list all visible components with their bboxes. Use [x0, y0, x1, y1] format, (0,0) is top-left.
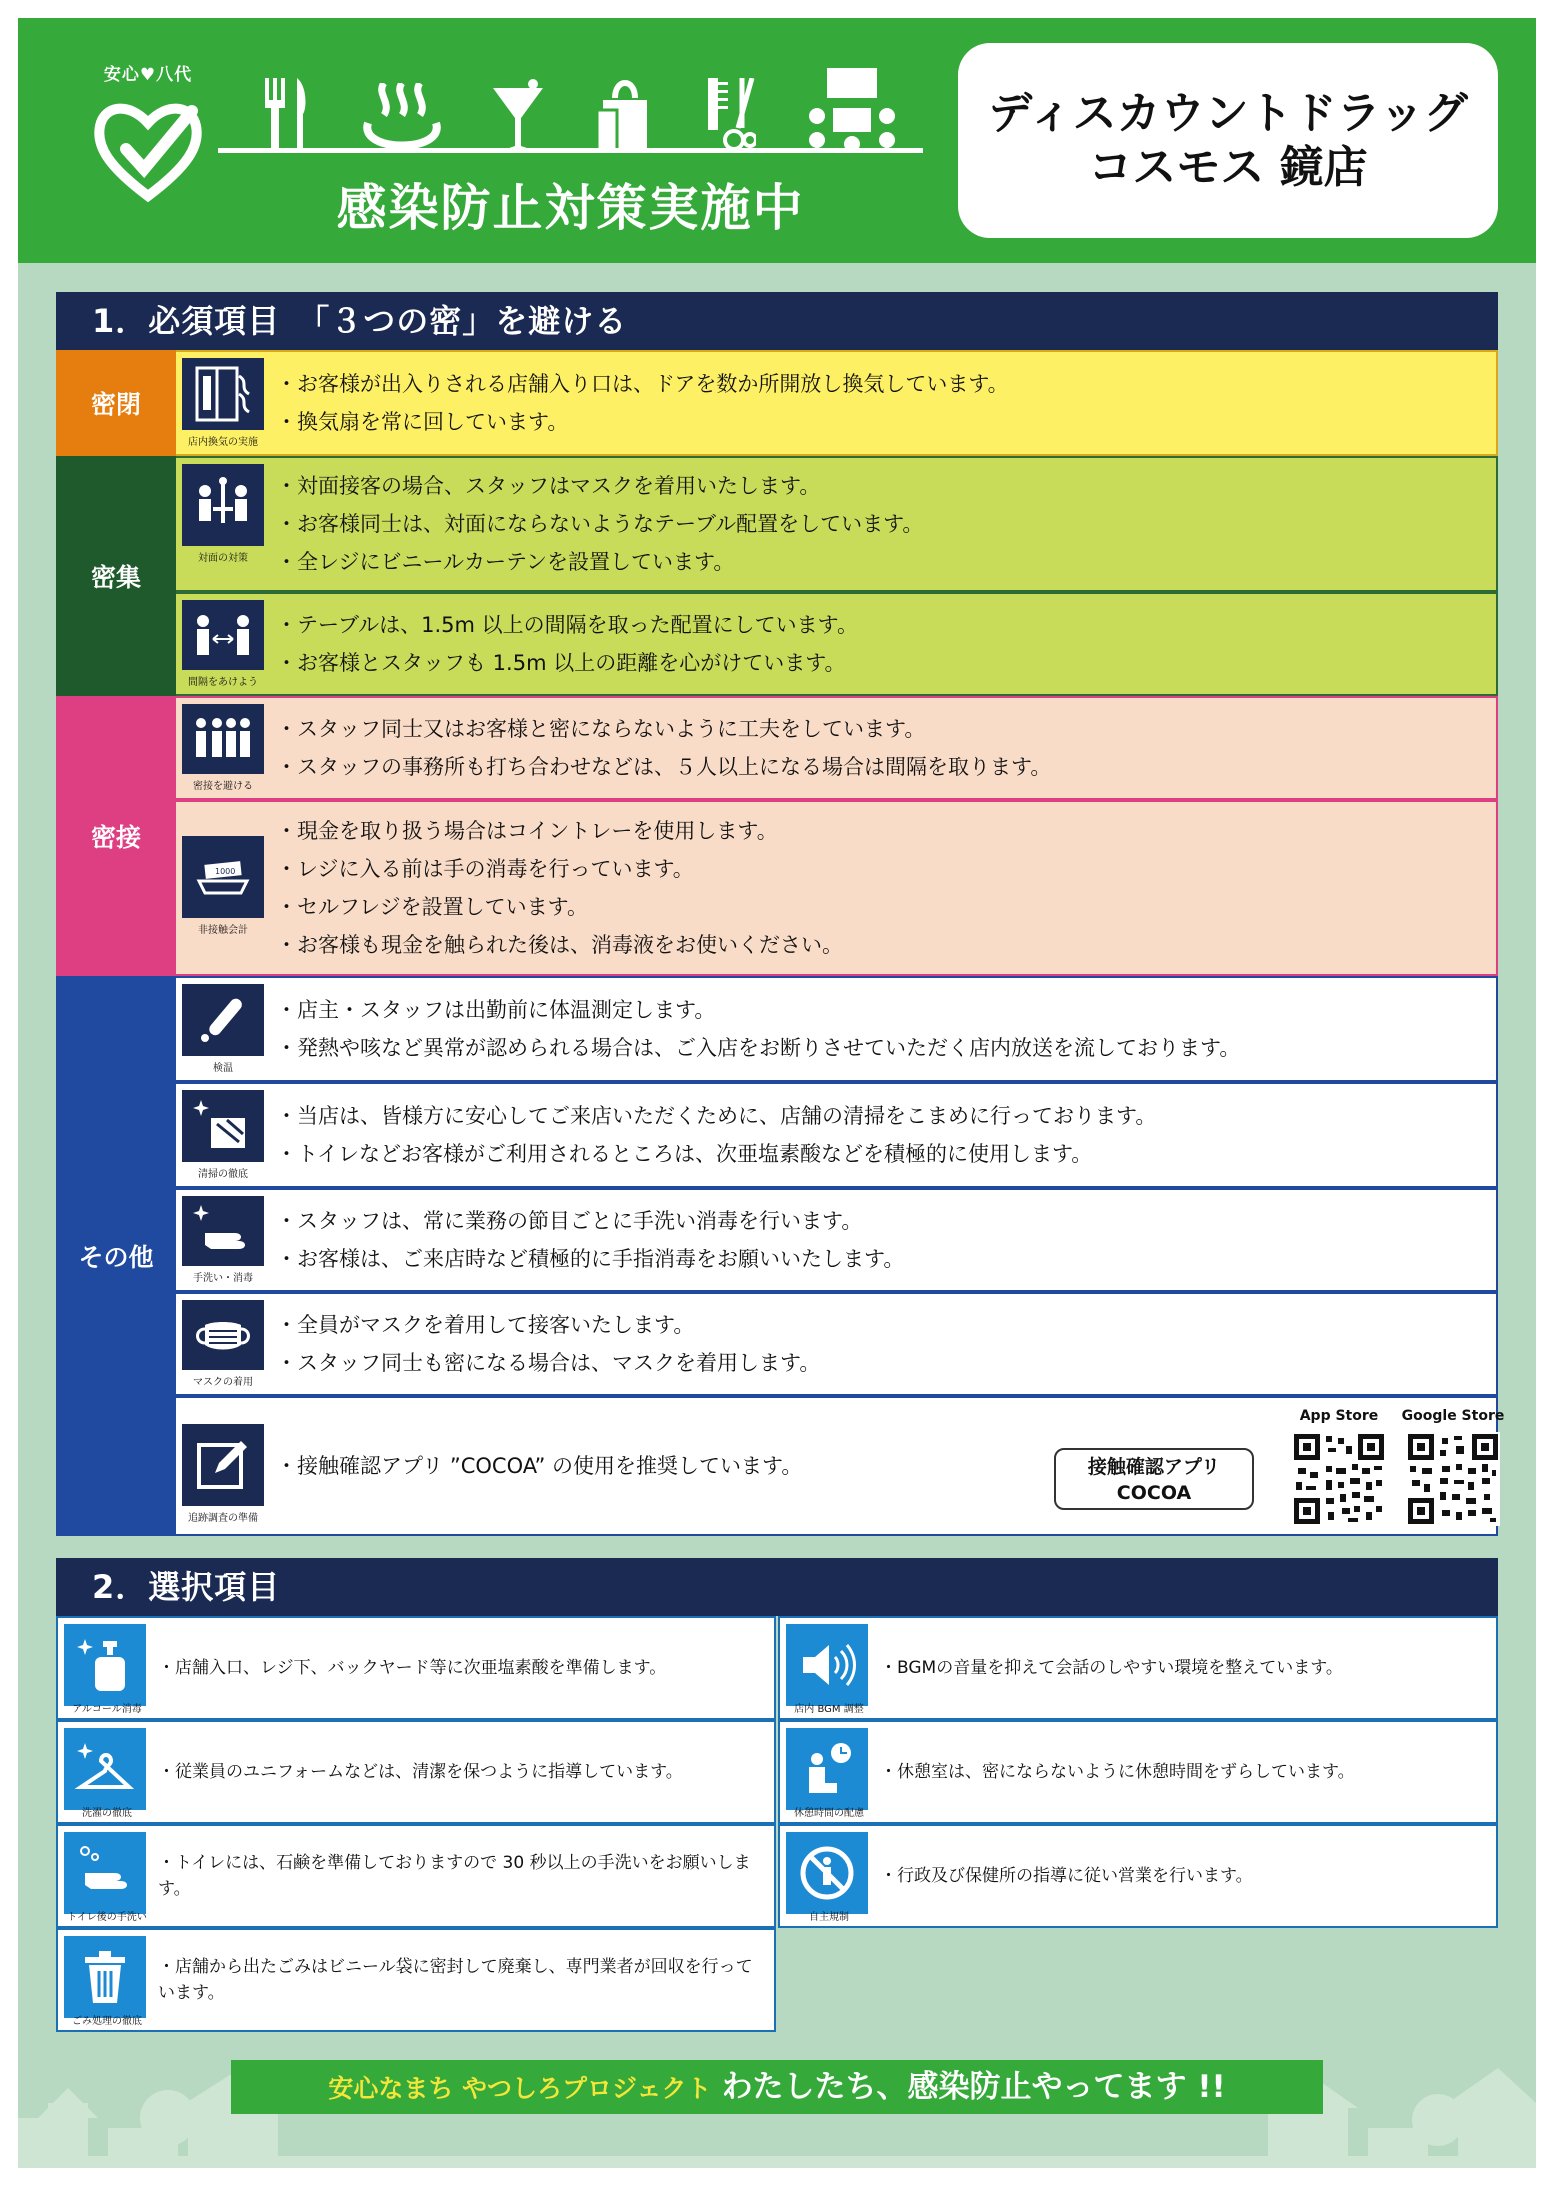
hot-spring-icon [362, 83, 442, 153]
self-restraint-icon [786, 1832, 868, 1914]
measure-text: ・テーブルは、1.5m 以上の間隔を取った配置にしています。 [276, 613, 858, 637]
heart-check-icon [88, 91, 208, 211]
measure-text: ・お客様同士は、対面にならないようなテーブル配置をしています。 [276, 512, 924, 536]
measure-row: 店内換気の実施 ・お客様が出入りされる店舗入り口は、ドアを数か所開放し換気しています。 ・換気扇を常に回しています。 [176, 350, 1498, 456]
category-label: 密接 [56, 696, 176, 976]
group-missetsu [56, 696, 1498, 976]
speaker-icon [786, 1624, 868, 1706]
cocoa-app-button[interactable]: 接触確認アプリ COCOA [1054, 1448, 1254, 1510]
measure-text: ・トイレなどお客様がご利用されるところは、次亜塩素酸などを積極的に使用します。 [276, 1142, 1093, 1166]
measure-row: 手洗い・消毒 ・スタッフは、常に業務の節目ごとに手洗い消毒を行います。 ・お客様は、ご来店時など積極的に手指消毒をお願いいたします。 [176, 1188, 1498, 1292]
face-to-face-icon [182, 464, 264, 546]
measure-text: ・全員がマスクを着用して接客いたします。 [276, 1313, 695, 1337]
shopping-bag-icon [595, 78, 655, 153]
category-label: その他 [56, 976, 176, 1536]
anshin-yatsushiro-logo [73, 60, 223, 230]
option-item: アルコール消毒 ・店舗入口、レジ下、バックヤード等に次亜塩素酸を準備します。 [56, 1616, 776, 1720]
measure-row: 検温 ・店主・スタッフは出勤前に体温測定します。 ・発熱や咳など異常が認められる場合は、ご入店をお断りさせていただく店内放送を流しております。 [176, 976, 1498, 1082]
coin-tray-icon [182, 836, 264, 918]
pen-edit-icon [182, 1424, 264, 1506]
measure-text: ・当店は、皆様方に安心してご来店いただくために、店舗の清掃をこまめに行っております。 [276, 1104, 1157, 1128]
measure-text: ・お客様が出入りされる店舗入り口は、ドアを数か所開放し換気しています。 [276, 372, 1009, 396]
option-item: トイレ後の手洗い ・トイレには、石鹸を準備しておりますので 30 秒以上の手洗いをお願いします。 [56, 1824, 776, 1928]
facility-pictograms [233, 58, 923, 153]
group-sonota [56, 976, 1505, 1536]
measure-text: ・お客様も現金を触られた後は、消毒液をお使いください。 [276, 933, 843, 957]
trash-bin-icon [64, 1936, 146, 2018]
thermometer-icon [182, 984, 264, 1056]
measure-text: ・お客様は、ご来店時など積極的に手指消毒をお願いいたします。 [276, 1247, 905, 1271]
option-item: 洗濯の徹底 ・従業員のユニフォームなどは、清潔を保つように指導しています。 [56, 1720, 776, 1824]
header-banner [18, 18, 1536, 263]
measure-text: ・現金を取り扱う場合はコイントレーを使用します。 [276, 819, 778, 843]
measure-row: 対面の対策 ・対面接客の場合、スタッフはマスクを着用いたします。 ・お客様同士は、対面にならないようなテーブル配置をしています。 ・全レジにビニールカーテンを設置しています。 [176, 456, 1498, 592]
measure-text: ・お客様とスタッフも 1.5m 以上の距離を心がけています。 [276, 651, 846, 675]
measure-text: ・スタッフの事務所も打ち合わせなどは、５人以上になる場合は間隔を取ります。 [276, 755, 1052, 779]
category-label: 密集 [56, 456, 176, 696]
soap-hands-icon [64, 1832, 146, 1914]
comb-scissors-icon [706, 78, 756, 153]
measure-row: 追跡調査の準備 ・接触確認アプリ ”COCOA” の使用を推奨しています。 接触確認アプリ COCOA App Store Google Store [176, 1396, 1498, 1536]
option-item: 店内 BGM 調整 ・BGMの音量を抑えて会話のしやすい環境を整えています。 [778, 1616, 1498, 1720]
option-item: 自主規制 ・行政及び保健所の指導に従い営業を行います。 [778, 1824, 1498, 1928]
store-name-box [958, 43, 1498, 238]
measure-text: ・接触確認アプリ ”COCOA” の使用を推奨しています。 [276, 1454, 803, 1478]
option-item: 休憩時間の配慮 ・休憩室は、密にならないように休憩時間をずらしています。 [778, 1720, 1498, 1824]
ventilation-door-icon [182, 358, 264, 430]
store-name-line2: コスモス 鏡店 [1088, 141, 1368, 193]
category-label: 密閉 [56, 350, 176, 456]
store-name-line1: ディスカウントドラッグ [988, 87, 1468, 139]
group-misshu [56, 456, 1498, 696]
measure-row: 間隔をあけよう ・テーブルは、1.5m 以上の間隔を取った配置にしています。 ・お客様とスタッフも 1.5m 以上の距離を心がけています。 [176, 592, 1498, 696]
measure-row: 1000 非接触会計 ・現金を取り扱う場合はコイントレーを使用します。 ・レジに入る前は手の消毒を行っています。 ・セルフレジを設置しています。 ・お客様も現金を触られた後は、消毒液をお使いください。 [176, 800, 1498, 976]
measure-text: ・レジに入る前は手の消毒を行っています。 [276, 857, 694, 881]
poster [18, 18, 1536, 2168]
measure-text: ・換気扇を常に回しています。 [276, 410, 569, 434]
hanger-icon [64, 1728, 146, 1810]
google-store-qr[interactable]: Google Store [1398, 1408, 1508, 1530]
people-spacing-icon [182, 704, 264, 774]
meeting-table-icon [807, 68, 897, 153]
fork-knife-icon [259, 78, 311, 153]
section2-heading: 2．選択項目 [56, 1558, 1498, 1616]
option-item: ごみ処理の徹底 ・店舗から出たごみはビニール袋に密封して廃棄し、専門業者が回収を行っています。 [56, 1928, 776, 2032]
measure-text: ・全レジにビニールカーテンを設置しています。 [276, 550, 735, 574]
logo-text: 安心♥八代 [103, 65, 193, 85]
measure-text: ・対面接客の場合、スタッフはマスクを着用いたします。 [276, 474, 821, 498]
alcohol-bottle-icon [64, 1624, 146, 1706]
break-clock-icon [786, 1728, 868, 1810]
footer-slogan: わたしたち、感染防止やってます !! [721, 2069, 1226, 2105]
measure-text: ・スタッフ同士も密になる場合は、マスクを着用します。 [276, 1351, 821, 1375]
header-divider [218, 148, 923, 153]
mask-icon [182, 1300, 264, 1370]
cocktail-glass-icon [493, 78, 543, 153]
measure-text: ・スタッフは、常に業務の節目ごとに手洗い消毒を行います。 [276, 1209, 863, 1233]
group-mippei [56, 350, 1498, 456]
hand-wash-icon [182, 1196, 264, 1266]
qr-code-icon [1406, 1432, 1500, 1526]
measure-text: ・スタッフ同士又はお客様と密にならないように工夫をしています。 [276, 717, 926, 741]
measure-row: 清掃の徹底 ・当店は、皆様方に安心してご来店いただくために、店舗の清掃をこまめに行っております。 ・トイレなどお客様がご利用されるところは、次亜塩素酸などを積極的に使用します。 [176, 1082, 1498, 1188]
header-title: 感染防止対策実施中 [336, 179, 805, 237]
distance-icon [182, 600, 264, 670]
app-store-qr[interactable]: App Store [1284, 1408, 1394, 1530]
footer-project-name: 安心なまち やつしろプロジェクト [328, 2074, 712, 2103]
section1-heading: 1．必須項目 「３つの密」を避ける [56, 292, 1498, 350]
measure-text: ・発熱や咳など異常が認められる場合は、ご入店をお断りさせていただく店内放送を流しております。 [276, 1036, 1241, 1060]
svg-text:1000: 1000 [215, 867, 236, 876]
measure-text: ・店主・スタッフは出勤前に体温測定します。 [276, 998, 716, 1022]
qr-code-icon [1292, 1432, 1386, 1526]
measure-row: マスクの着用 ・全員がマスクを着用して接客いたします。 ・スタッフ同士も密になる場合は、マスクを着用します。 [176, 1292, 1498, 1396]
cleaning-icon [182, 1090, 264, 1162]
measure-row: 密接を避ける ・スタッフ同士又はお客様と密にならないように工夫をしています。 ・スタッフの事務所も打ち合わせなどは、５人以上になる場合は間隔を取ります。 [176, 696, 1498, 800]
footer-slogan-bar [231, 2060, 1323, 2114]
measure-text: ・セルフレジを設置しています。 [276, 895, 588, 919]
